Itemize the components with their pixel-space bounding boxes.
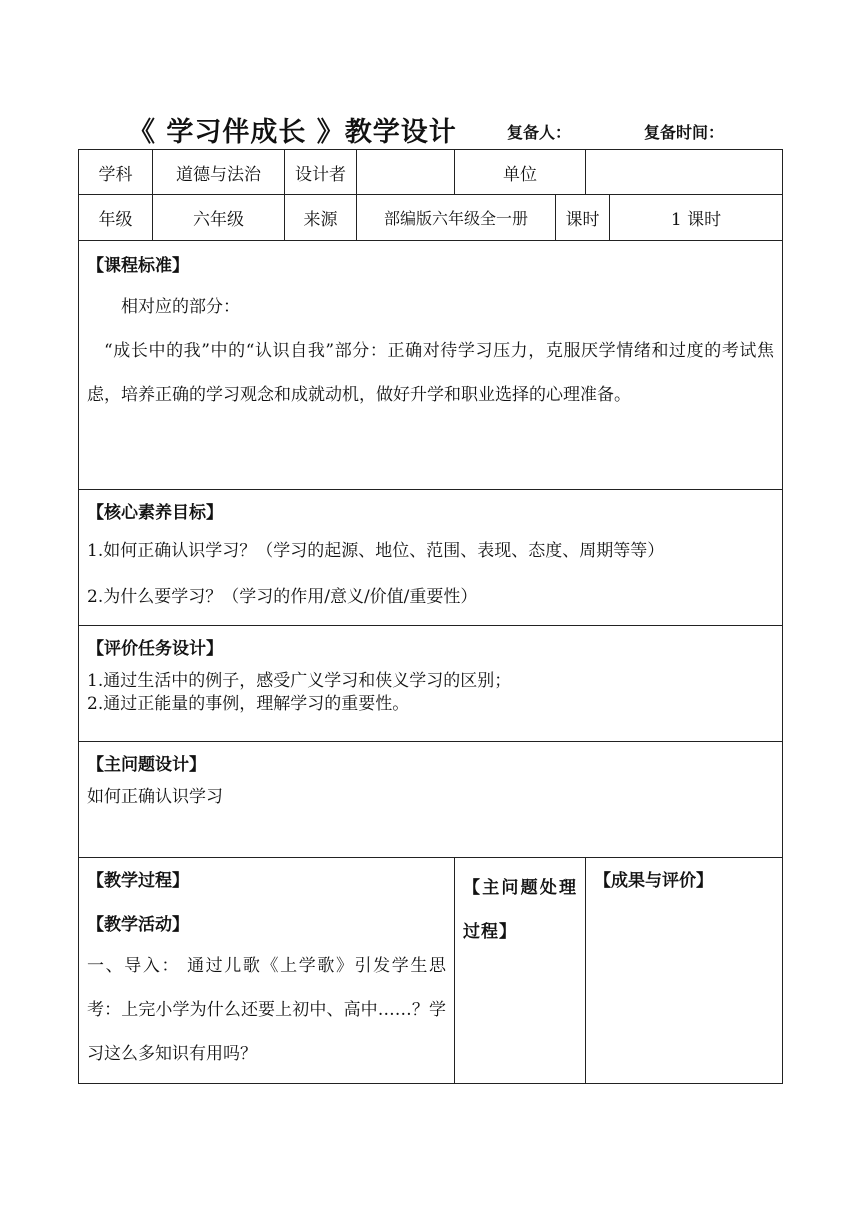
evaluation-heading: 【评价任务设计】: [87, 639, 223, 659]
curriculum-section: [79, 241, 783, 490]
period-label: 课时: [556, 195, 610, 241]
evaluation-item: 1.通过生活中的例子，感受广义学习和侠义学习的区别；: [87, 671, 512, 691]
activity-heading: 【教学活动】: [87, 915, 189, 935]
results-heading: 【成果与评价】: [594, 871, 714, 891]
core-goals-heading: 【核心素养目标】: [87, 503, 223, 523]
curriculum-body: “成长中的我”中的“认识自我”部分：正确对待学习压力，克服厌学情绪和过度的考试焦虑，培养正确的学习观念和成就动机，做好升学和职业选择的心理准备。: [87, 341, 775, 405]
document-header: [0, 108, 860, 148]
main-question-section: [79, 742, 783, 858]
grade-value: 六年级: [153, 195, 285, 241]
designer-value: [357, 150, 455, 195]
period-value: 1 课时: [610, 195, 783, 241]
process-section: [79, 858, 783, 1084]
unit-value: [586, 150, 783, 195]
prep-time-label: 复备时间：: [644, 123, 725, 142]
process-heading: 【教学过程】: [87, 871, 189, 891]
main-question-text: 如何正确认识学习: [87, 787, 223, 807]
curriculum-heading: 【课程标准】: [87, 256, 189, 276]
evaluation-item: 2.通过正能量的事例，理解学习的重要性。: [87, 694, 410, 714]
info-row-1: [79, 150, 783, 195]
grade-label: 年级: [79, 195, 153, 241]
core-goals-section: [79, 490, 783, 626]
source-value: 部编版六年级全一册: [357, 195, 556, 241]
unit-label: 单位: [455, 150, 586, 195]
core-goal-item: 2.为什么要学习？（学习的作用/意义/价值/重要性）: [87, 587, 478, 607]
subject-value: 道德与法治: [153, 150, 285, 195]
main-question-heading: 【主问题设计】: [87, 755, 206, 775]
document-title: 《 学习伴成长 》教学设计: [128, 117, 457, 148]
info-row-2: [79, 195, 783, 241]
activity-text: 一、导入： 通过儿歌《上学歌》引发学生思考：上完小学为什么还要上初中、高中……？学习这么多知识有用吗？: [87, 956, 446, 1064]
source-label: 来源: [285, 195, 357, 241]
evaluation-section: [79, 626, 783, 742]
curriculum-intro: 相对应的部分：: [121, 297, 240, 317]
designer-label: 设计者: [285, 150, 357, 195]
subject-label: 学科: [79, 150, 153, 195]
issue-process-heading: 【主问题处理过程】: [463, 878, 578, 942]
lesson-plan-table: [78, 149, 783, 1084]
core-goal-item: 1.如何正确认识学习？（学习的起源、地位、范围、表现、态度、周期等等）: [87, 541, 665, 561]
preparer-label: 复备人：: [507, 123, 572, 142]
